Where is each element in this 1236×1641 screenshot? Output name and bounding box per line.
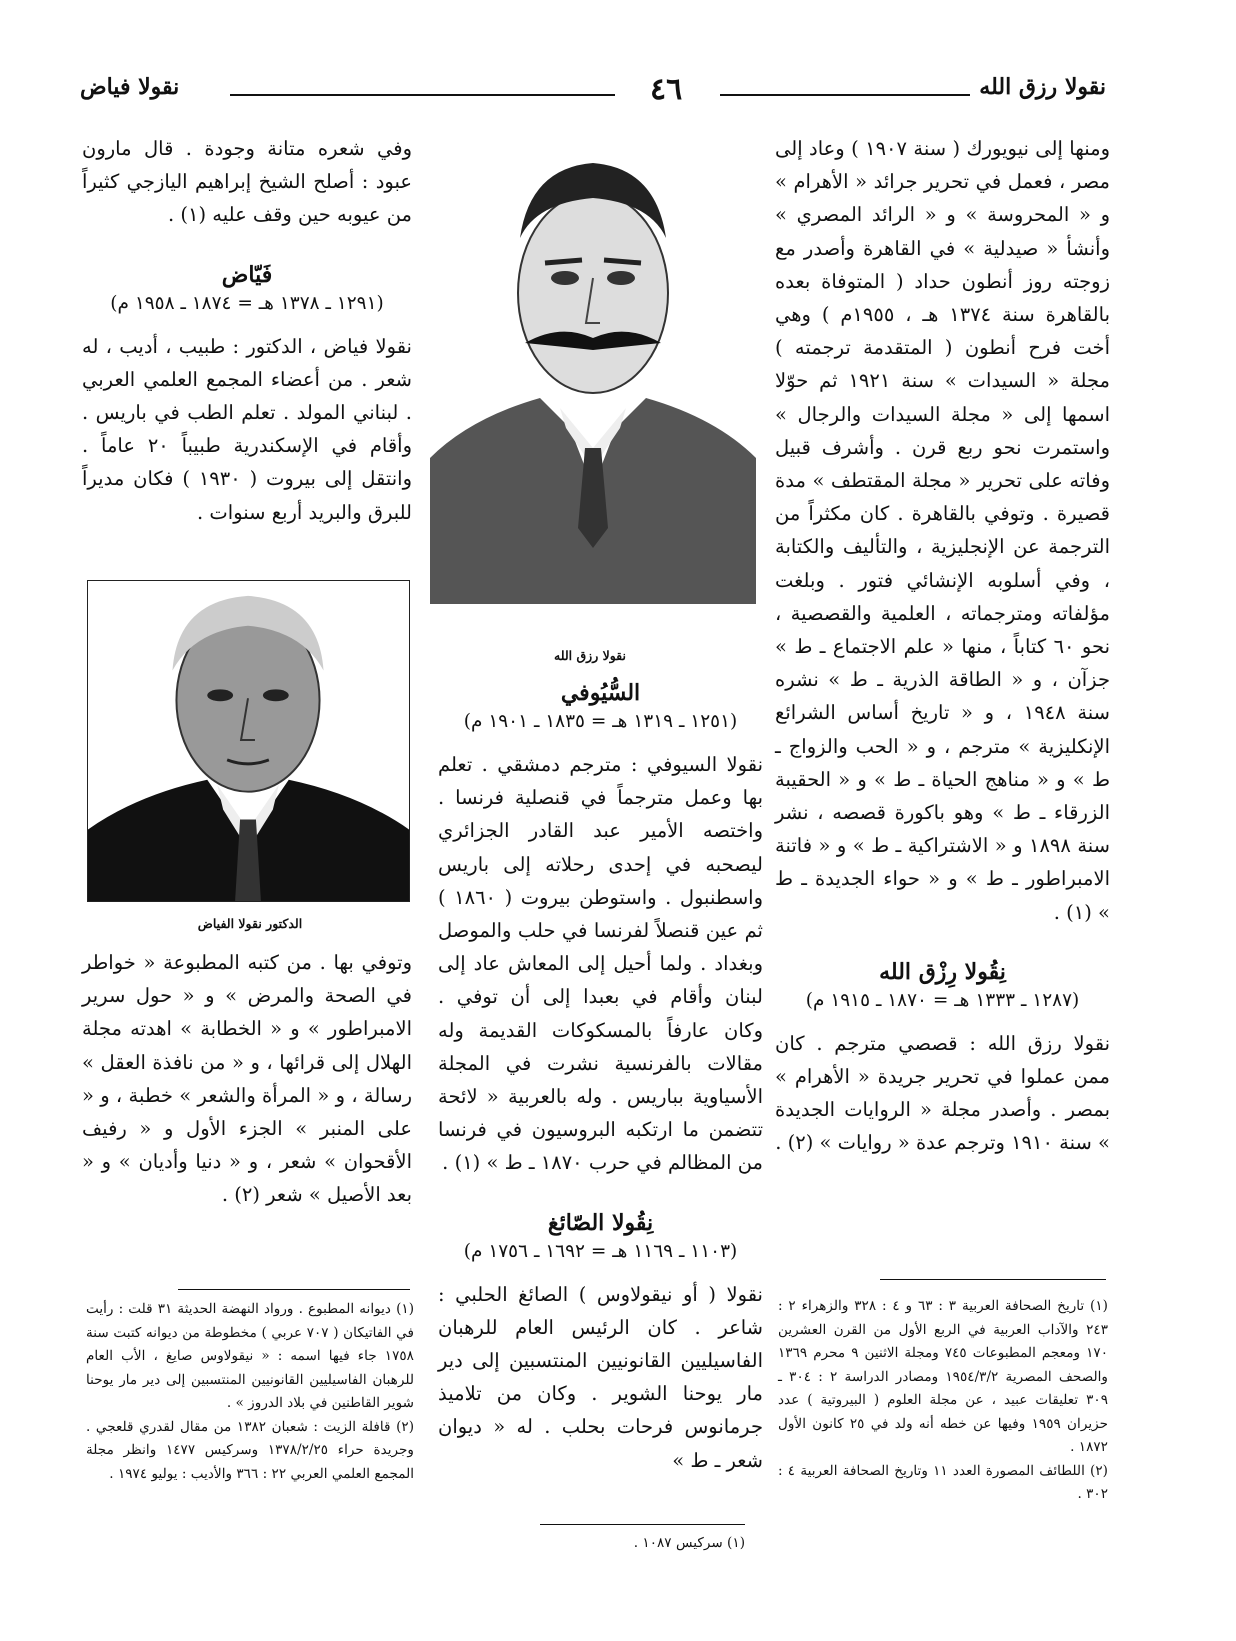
column-right <box>775 132 1110 1160</box>
footnote-rule-middle <box>540 1524 745 1525</box>
entry-dates: (١٢٥١ ـ ١٣١٩ هـ = ١٨٣٥ ـ ١٩٠١ م) <box>463 711 738 732</box>
paragraph: ومنها إلى نيويورك ( سنة ١٩٠٧ ) وعاد إلى مصر ، فعمل في تحرير جرائد « الأهرام » و « المحروسة » و « الرائد المصري » وأنشأ « صيدلية » في القاهرة وأصدر مع زوجته روز أنطون حداد ( المتوفاة بعده بالقاهرة سنة ١٣٧٤ هـ ، ١٩٥٥م ) وهي أخت فرح أنطون ( المتقدمة ترجمته ) مجلة « السيدات » سنة ١٩٢١ ثم حوّلا اسمها إلى « مجلة السيدات والرجال » واستمرت نحو ربع قرن . وأشرف قبيل وفاته على تحرير « مجلة المقتطف » مدة قصيرة . وتوفي بالقاهرة . كان مكثراً من الترجمة عن الإنجليزية ، والتأليف والكتابة ، وفي أسلوبه الإنشائي فتور . وبلغت مؤلفاته ومترجماته ، العلمية والقصصية ، نحو ٦٠ كتاباً ، منها « علم الاجتماع ـ ط » جزآن ، و « الطاقة الذرية ـ ط » نشره سنة ١٩٤٨ ، و « تاريخ أساس الشرائع الإنكليزية » مترجم ، و « الحب والزواج ـ ط » و « مناهج الحياة ـ ط » و « الحقيبة الزرقاء ـ ط » وهو باكورة قصصه ، نشر سنة ١٨٩٨ و « الاشتراكية ـ ط » و « فاتنة الامبراطور ـ ط » و « حواء الجديدة ـ ط » (١) . <box>775 137 1110 924</box>
header-right-title: نقولا رزق الله <box>979 74 1106 100</box>
entry-title: نِقُولا الصّائغ <box>547 1209 654 1236</box>
entry-dates: (١٢٨٧ ـ ١٣٣٣ هـ = ١٨٧٠ ـ ١٩١٥ م) <box>805 989 1080 1011</box>
entry-dates: (١٢٩١ ـ ١٣٧٨ هـ = ١٨٧٤ ـ ١٩٥٨ م) <box>110 292 384 314</box>
header-rule-right <box>720 94 970 96</box>
paragraph: وتوفي بها . من كتبه المطبوعة « خواطر في الصحة والمرض » و « حول سرير الامبراطور » و « الخطابة » اهدته مجلة الهلال إلى قرائها ، و « من نافذة العقل » رسالة ، و « المرأة والشعر » خطبة ، و « على المنبر » الجزء الأول و « رفيف الأقحوان » شعر ، و « دنيا وأديان » و « بعد الأصيل » شعر (٢) . <box>82 951 412 1207</box>
footnote: (٢) قافلة الزيت : شعبان ١٣٨٢ من مقال لقدري قلعجي . وجريدة حراء ١٣٧٨/٢/٢٥ وسركيس ١٤٧٧ وانظر مجلة المجمع العلمي العربي ٢٢ : ٣٦٦ والأديب : يوليو ١٩٧٤ . <box>86 1418 414 1482</box>
footnote: (١) تاريخ الصحافة العربية ٣ : ٦٣ و ٤ : ٣٢٨ والزهراء ٢ : ٢٤٣ والآداب العربية في الربع الأول من القرن العشرين ١٧٠ ومعجم المطبوعات ٧٤٥ ومجلة الاثنين ٩ محرم ١٣٦٩ والصحف المصرية ١٩٥٤/٣/٢ ومصادر الدراسة ٢ : ٣٠٤ ـ ٣٠٩ تعليقات عبيد ، عن مجلة العلوم ( البيروتية ) عدد حزيران ١٩٥٩ وفيها عن خطه أنه ولد في ٢٥ كانون الأول ١٨٧٢ . <box>778 1298 1109 1455</box>
paragraph: نقولا ( أو نيقولاوس ) الصائغ الحلبي : شاعر . كان الرئيس العام للرهبان الفاسيليين القانونيين المنتسبين إلى دير مار يوحنا الشوير . وكان من تلاميذ جرمانوس فرحات بحلب . له « ديوان شعر ـ ط » <box>438 1282 763 1472</box>
paragraph: نقولا رزق الله : قصصي مترجم . كان ممن عملوا في تحرير جريدة « الأهرام » بمصر . وأصدر مجلة « الروايات الجديدة » سنة ١٩١٠ وترجم عدة « روايات » (٢) . <box>775 1031 1110 1155</box>
page-number: ٤٦ <box>650 72 683 107</box>
paragraph: نقولا فياض ، الدكتور : طبيب ، أديب ، له شعر . من أعضاء المجمع العلمي العربي . لبناني المولد . تعلم الطب في باريس . وأقام في الإسكندرية طبيباً ٢٠ عاماً . وانتقل إلى بيروت ( ١٩٣٠ ) فكان مديراً للبرق والبريد أربع سنوات . <box>82 334 413 524</box>
portrait-photo-fayyad <box>87 580 410 902</box>
footnote: (٢) اللطائف المصورة العدد ١١ وتاريخ الصحافة العربية ٤ : ٣٠٢ . <box>778 1462 1108 1502</box>
header-left-title: نقولا فياض <box>80 74 180 100</box>
footnote: (١) ديوانه المطبوع . ورواد النهضة الحديثة ٣١ قلت : رأيت في الفاتيكان ( ٧٠٧ عربي ) مخطوطة من ديوانه كتبت سنة ١٧٥٨ جاء فيها اسمه : « نيقولاوس صايغ ، الأب العام للرهبان الفاسيليين القانونيين المنتسبين إلى دير مار يوحنا شوير القاطنين في بلاد الدروز » . <box>86 1301 414 1411</box>
footnote-rule-right <box>880 1279 1106 1280</box>
photo-caption: نقولا رزق الله <box>554 648 626 663</box>
entry-title: فَيّاض <box>221 261 273 288</box>
portrait-photo-rizq-allah <box>430 128 756 604</box>
entry-title: نِقُولا رِزْق الله <box>879 958 1006 985</box>
entry-title: السُّيُوفي <box>560 680 641 706</box>
photo-caption: الدكتور نقولا الفياض <box>197 916 303 931</box>
paragraph: نقولا السيوفي : مترجم دمشقي . تعلم بها وعمل مترجماً في قنصلية فرنسا . واختصه الأمير عبد القادر الجزائري ليصحبه في إحدى رحلاته إلى باريس واسطنبول . واستوطن بيروت ( ١٨٦٠ ) ثم عين قنصلاً لفرنسا في حلب والموصل وبغداد . ولما أحيل إلى المعاش عاد إلى لبنان وأقام في بعبدا إلى أن توفي . وكان عارفاً بالمسكوكات القديمة وله مقالات بالفرنسية نشرت في المجلة الأسياوية بباريس . وله بالعربية « لائحة تتضمن ما ارتكبه البروسيون في فرنسا من المظالم في حرب ١٨٧٠ ـ ط » (١) . <box>438 753 763 1175</box>
column-left-bottom <box>82 946 412 1212</box>
header-rule-left <box>230 94 615 96</box>
footnotes-middle <box>440 1532 745 1556</box>
footnotes-left <box>86 1298 414 1486</box>
column-left-top <box>82 132 412 529</box>
column-middle <box>438 678 763 1477</box>
footnote: (١) سركيس ١٠٨٧ . <box>633 1535 745 1551</box>
running-header <box>80 74 1106 114</box>
paragraph: وفي شعره متانة وجودة . قال مارون عبود : أصلح الشيخ إبراهيم اليازجي كثيراً من عيوبه حين وقف عليه (١) . <box>82 137 412 227</box>
footnote-rule-left <box>178 1289 410 1290</box>
entry-dates: (١١٠٣ ـ ١١٦٩ هـ = ١٦٩٢ ـ ١٧٥٦ م) <box>463 1240 738 1262</box>
footnotes-right <box>778 1295 1108 1507</box>
